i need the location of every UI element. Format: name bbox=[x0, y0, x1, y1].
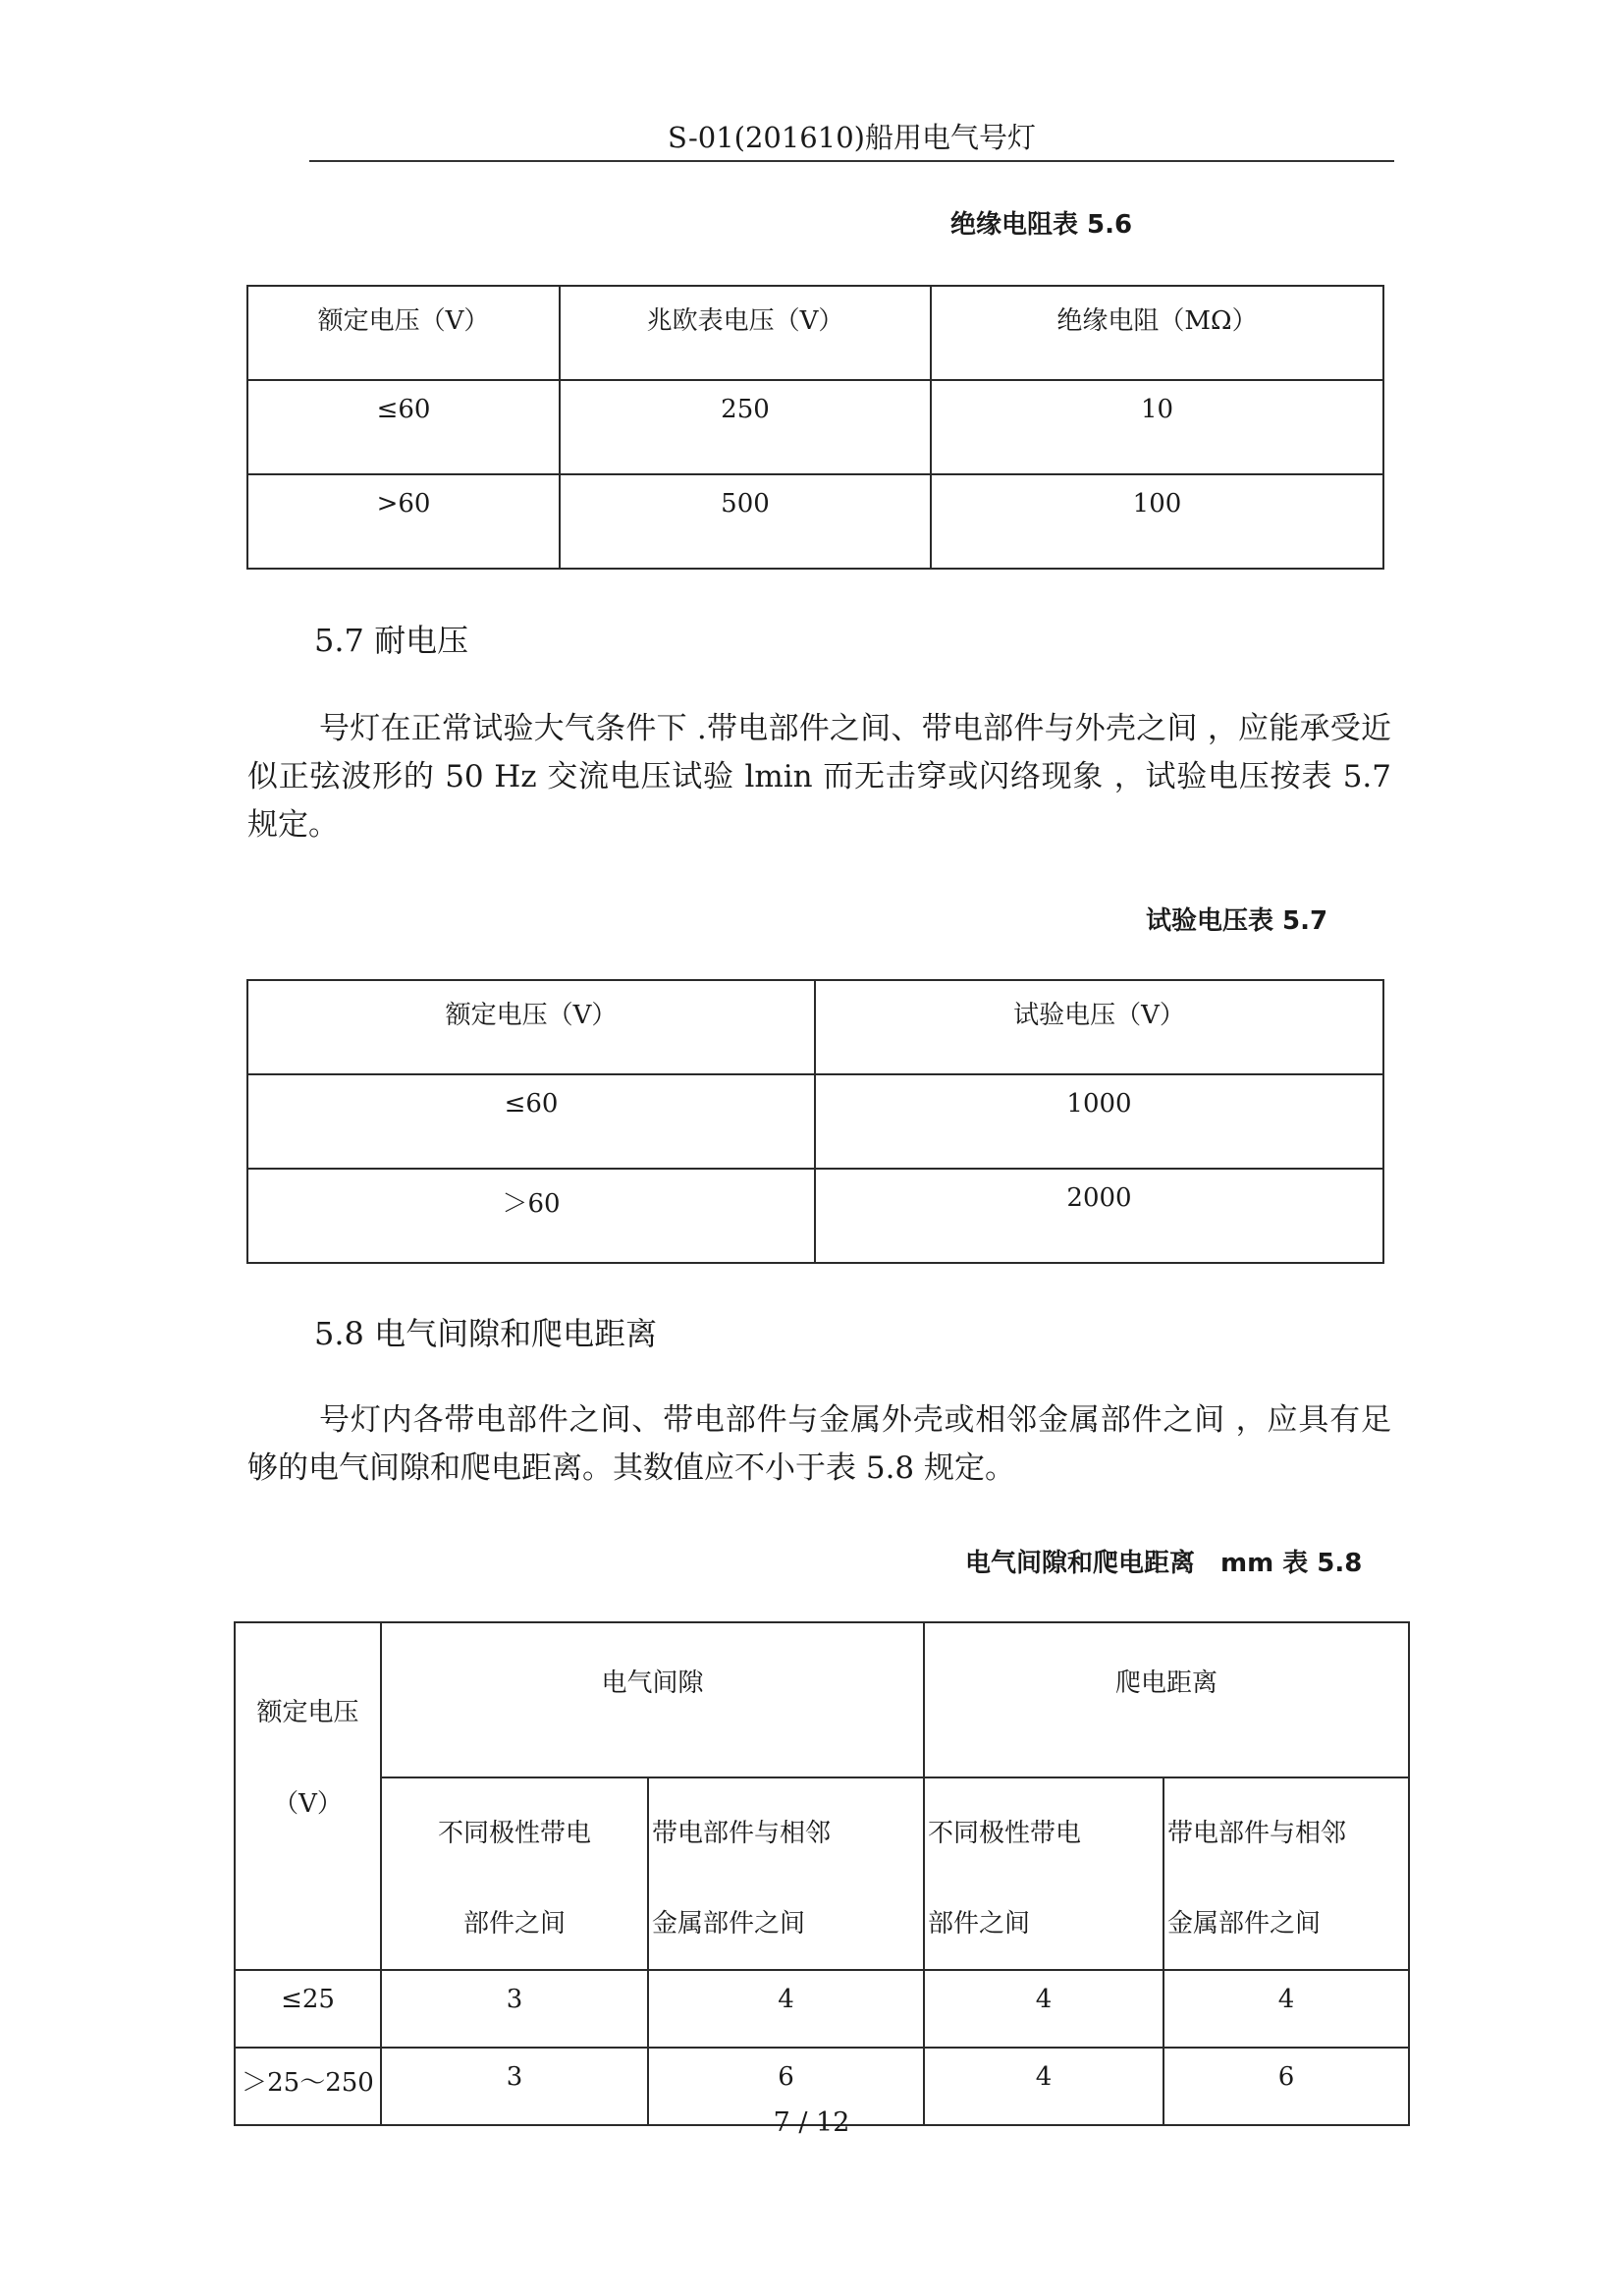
subheader-cell bbox=[1163, 1777, 1409, 1970]
section-5-8-heading: 5.8 电气间隙和爬电距离 bbox=[314, 1315, 658, 1352]
subheader-line: 部件之间 bbox=[462, 1909, 566, 1939]
table-cell: 4 bbox=[924, 2048, 1163, 2125]
table-cell: 4 bbox=[1163, 1970, 1409, 2048]
header-cell: 额定电压（V） bbox=[247, 286, 560, 380]
table-cell: 10 bbox=[931, 380, 1383, 474]
section-5-8-paragraph: 号灯内各带电部件之间、带电部件与金属外壳或相邻金属部件之间 ，应具有足够的电气间隙和爬电距离。其数值应不小于表 5.8 规定。 bbox=[247, 1402, 1391, 1486]
subheader-cell bbox=[648, 1777, 924, 1970]
table-cell: 500 bbox=[560, 474, 931, 569]
table-cell: 3 bbox=[381, 2048, 648, 2125]
table-row bbox=[247, 1074, 1383, 1169]
table-cell: 3 bbox=[381, 1970, 648, 2048]
table-cell: 4 bbox=[648, 1970, 924, 2048]
table-5-6-caption: 绝缘电阻表 5.6 bbox=[950, 210, 1133, 240]
table-cell: 2000 bbox=[815, 1169, 1383, 1263]
table-row bbox=[247, 474, 1383, 569]
header-rule bbox=[309, 160, 1394, 162]
subheader-line: 金属部件之间 bbox=[652, 1909, 806, 1939]
test-voltage-table bbox=[246, 979, 1384, 1264]
table-cell: 1000 bbox=[815, 1074, 1383, 1169]
section-5-7-heading: 5.7 耐电压 bbox=[314, 622, 469, 659]
table-row bbox=[247, 1169, 1383, 1263]
insulation-resistance-table bbox=[246, 285, 1384, 570]
header-cell: 额定电压（V） bbox=[247, 980, 815, 1074]
rated-voltage-header bbox=[235, 1622, 381, 1970]
subheader-line: 不同极性带电 bbox=[928, 1819, 1082, 1848]
page-number: 7 / 12 bbox=[773, 2107, 850, 2138]
table-cell: ≤60 bbox=[247, 1074, 815, 1169]
table-row bbox=[247, 380, 1383, 474]
subheader-cell bbox=[924, 1777, 1163, 1970]
page-header: S-01(201610)船用电气号灯 bbox=[668, 121, 1036, 154]
table-cell: ≤25 bbox=[235, 1970, 381, 2048]
subheader-line: 部件之间 bbox=[928, 1909, 1031, 1939]
clearance-group-header: 电气间隙 bbox=[381, 1622, 924, 1777]
table-cell: ＞25～250 bbox=[235, 2048, 381, 2125]
subheader-line: 金属部件之间 bbox=[1167, 1909, 1322, 1939]
table-cell: >60 bbox=[247, 474, 560, 569]
table-cell: 4 bbox=[924, 1970, 1163, 2048]
creepage-group-header: 爬电距离 bbox=[924, 1622, 1409, 1777]
table-cell: ≤60 bbox=[247, 380, 560, 474]
table-cell: 6 bbox=[1163, 2048, 1409, 2125]
subheader-line: 带电部件与相邻 bbox=[652, 1819, 832, 1848]
table-5-7-caption: 试验电压表 5.7 bbox=[1146, 906, 1328, 936]
table-cell: 100 bbox=[931, 474, 1383, 569]
header-cell: 兆欧表电压（V） bbox=[560, 286, 931, 380]
rated-voltage-unit: （V） bbox=[273, 1789, 343, 1819]
header-cell: 绝缘电阻（MΩ） bbox=[931, 286, 1383, 380]
subheader-cell bbox=[381, 1777, 648, 1970]
table-cell: 6 bbox=[648, 2048, 924, 2125]
subheader-line: 不同极性带电 bbox=[437, 1819, 591, 1848]
section-5-7-paragraph: 号灯在正常试验大气条件下 .带电部件之间、带电部件与外壳之间 ，应能承受近似正弦波形的 50 Hz 交流电压试验 lmin 而无击穿或闪络现象 ，试验电压按表 5.7 规定。 bbox=[247, 711, 1391, 843]
clearance-creepage-table bbox=[234, 1621, 1410, 2126]
table-5-8-caption: 电气间隙和爬电距离 mm 表 5.8 bbox=[965, 1549, 1363, 1578]
subheader-line: 带电部件与相邻 bbox=[1167, 1819, 1347, 1848]
header-cell: 试验电压（V） bbox=[815, 980, 1383, 1074]
table-cell: 250 bbox=[560, 380, 931, 474]
table-cell: ＞60 bbox=[247, 1169, 815, 1263]
table-row bbox=[235, 1970, 1409, 2048]
rated-voltage-label: 额定电压 bbox=[256, 1698, 359, 1727]
